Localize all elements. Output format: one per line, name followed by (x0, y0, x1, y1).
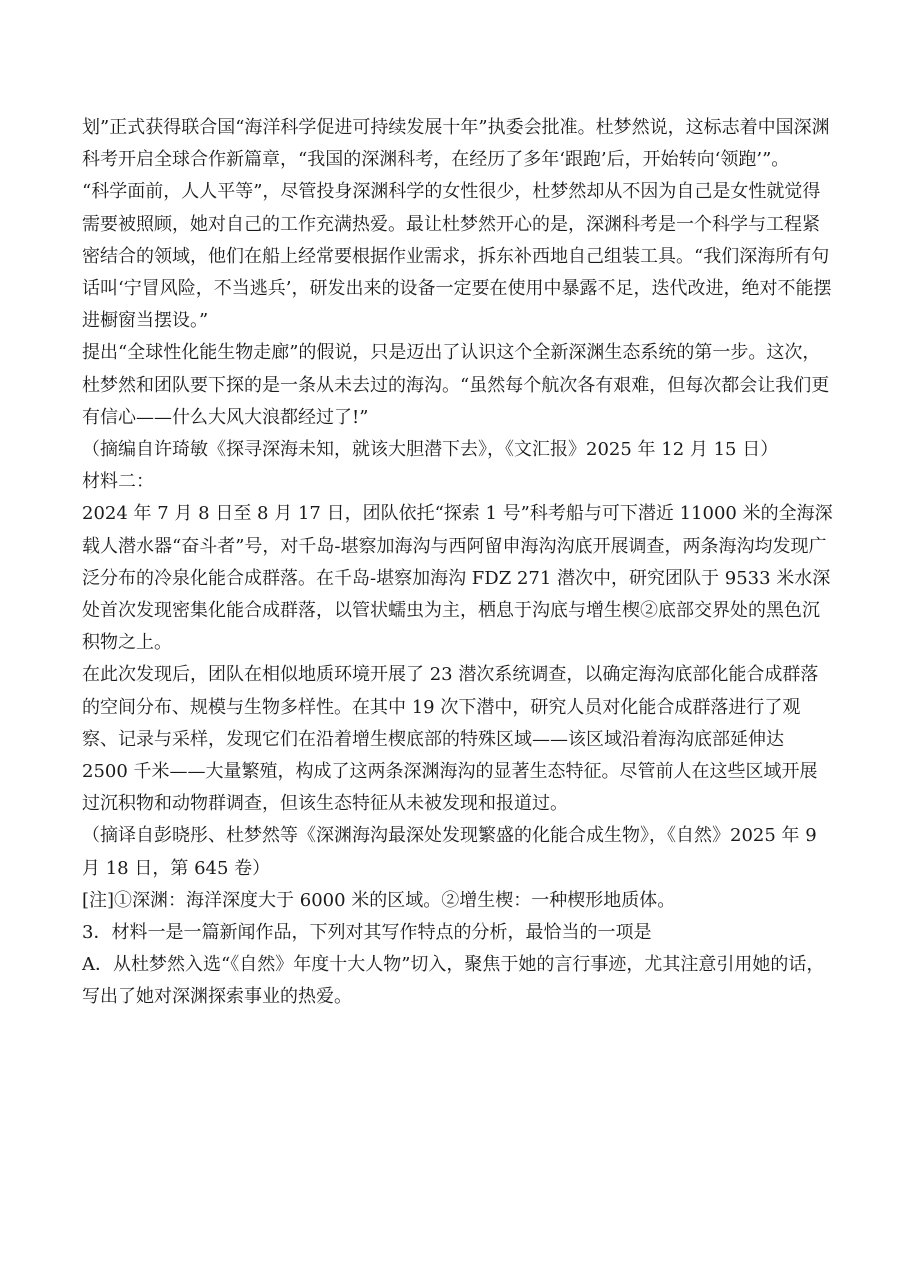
footnote: [注]①深渊：海洋深度大于 6000 米的区域。②增生楔：一种楔形地质体。 (82, 889, 676, 911)
question-3: 3．材料一是一篇新闻作品，下列对其写作特点的分析，最恰当的一项是 (82, 922, 652, 944)
document-page (82, 112, 834, 1014)
source-citation-1: （摘编自许琦敏《探寻深海未知，就该大胆潜下去》，《文汇报》2025 年 12 月 15 日） (82, 439, 779, 461)
material-two-heading: 材料二： (82, 471, 154, 493)
paragraph-chemosynthetic-corridor: 提出“全球性化能生物走廊”的假说，只是迈出了认识这个全新深渊生态系统的第一步。这次，杜梦然和团队要下探的是一条从未去过的海沟。“虽然每个航次各有艰难，但每次都会让我们更有信心——什么大风大浪都经过了!” (82, 342, 830, 428)
paragraph-expedition: 2024 年 7 月 8 日至 8 月 17 日，团队依托“探索 1 号”科考船与可下潜近 11000 米的全海深载人潜水器“奋斗者”号，对千岛-堪察加海沟与西阿留申海沟沟底开展调查，两条海沟均发现广泛分布的冷泉化能合成群落。在千岛-堪察加海沟 FDZ 271 潜次中，研究团队于 9533 米水深处首次发现密集化能合成群落，以管状蠕虫为主，栖息于沟底与增生楔②底部交界处的黑色沉积物之上。 (82, 503, 833, 654)
source-citation-2: （摘译自彭晓彤、杜梦然等《深渊海沟最深处发现繁盛的化能合成生物》，《自然》2025 年 9 月 18 日，第 645 卷） (82, 825, 817, 879)
paragraph-science-equality: “科学面前，人人平等”，尽管投身深渊科学的女性很少，杜梦然却从不因为自己是女性就觉得需要被照顾，她对自己的工作充满热爱。最让杜梦然开心的是，深渊科考是一个科学与工程紧密结合的领域，他们在船上经常要根据作业需求，拆东补西地自己组装工具。“我们深海所有句话叫‘宁冒风险，不当逃兵’，研发出来的设备一定要在使用中暴露不足，迭代改进，绝对不能摆进橱窗当摆设。” (82, 181, 832, 332)
paragraph-continuation: 划”正式获得联合国“海洋科学促进可持续发展十年”执委会批准。杜梦然说，这标志着中国深渊科考开启全球合作新篇章，“我国的深渊科考，在经历了多年‘跟跑’后，开始转向‘领跑’”。 (82, 117, 830, 171)
paragraph-survey-results: 在此次发现后，团队在相似地质环境开展了 23 潜次系统调查，以确定海沟底部化能合成群落的空间分布、规模与生物多样性。在其中 19 次下潜中，研究人员对化能合成群落进行了观察、记录与采样，发现它们在沿着增生楔底部的特殊区域——该区域沿着海沟底部延伸达 2500 千米——大量繁殖，构成了这两条深渊海沟的显著生态特征。尽管前人在这些区域开展过沉积物和动物群调查，但该生态特征从未被发现和报道过。 (82, 664, 819, 815)
option-a: A．从杜梦然入选“《自然》年度十大人物”切入，聚焦于她的言行事迹，尤其注意引用她的话，写出了她对深渊探索事业的热爱。 (82, 954, 825, 1008)
